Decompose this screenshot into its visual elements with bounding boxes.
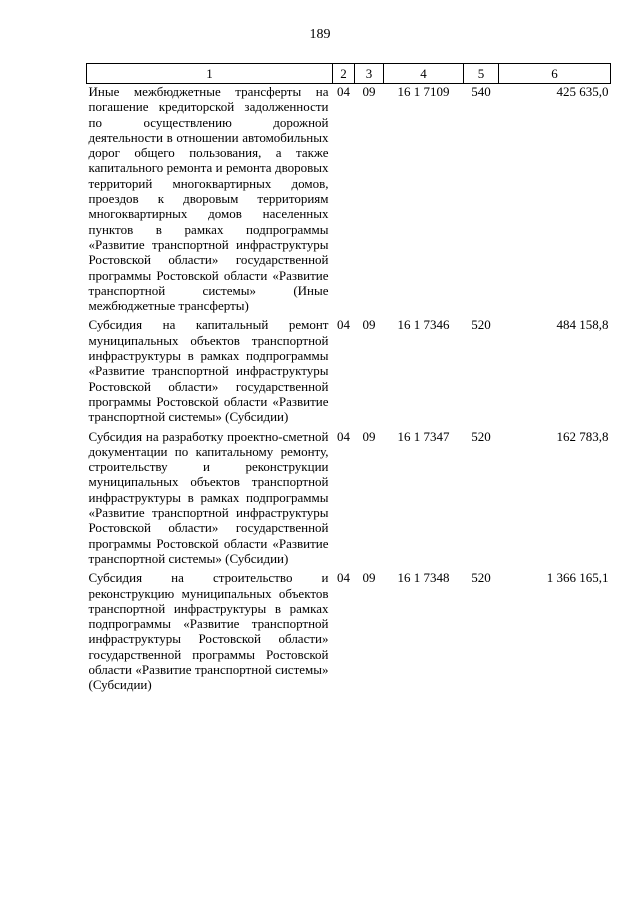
row-target-code: 16 1 7346	[397, 317, 450, 333]
row-amount: 1 366 165,1	[546, 570, 609, 586]
row-expense-type: 520	[471, 570, 491, 586]
row-subsection: 09	[362, 570, 376, 586]
header-col-5: 5	[464, 64, 499, 84]
page-number: 189	[309, 27, 331, 42]
table-row	[87, 429, 611, 571]
header-col-4: 4	[384, 64, 464, 84]
row-section: 04	[337, 84, 350, 99]
budget-table	[86, 63, 611, 697]
row-description: Субсидия на разработку проектно-сметной документации по капитальному ремонту, строительству и реконструкции муниципальных объектов транспортной инфраструктуры в рамках подпрограммы «Развитие транспортной инфраструктуры Ростовской области» государственной программы Ростовской области «Развитие транспортной системы» (Субсидии)	[88, 428, 329, 566]
row-subsection: 09	[362, 317, 376, 333]
header-col-2: 2	[333, 64, 355, 84]
row-expense-type: 520	[471, 428, 491, 444]
row-expense-type: 540	[471, 84, 491, 99]
row-amount: 425 635,0	[556, 84, 609, 99]
header-col-3: 3	[355, 64, 384, 84]
row-section: 04	[337, 428, 350, 444]
table-header-row	[87, 64, 611, 84]
table-row	[87, 84, 611, 318]
row-subsection: 09	[362, 84, 376, 99]
row-target-code: 16 1 7109	[397, 84, 450, 99]
row-amount: 162 783,8	[556, 428, 609, 444]
row-subsection: 09	[362, 428, 376, 444]
header-col-6: 6	[499, 64, 611, 84]
table-row	[87, 570, 611, 696]
row-description: Субсидия на строительство и реконструкцию муниципальных объектов транспортной инфраструктуры в рамках подпрограммы «Развитие транспортной инфраструктуры Ростовской области» государственной программы Ростовской области «Развитие транспортной системы» (Субсидии)	[88, 570, 329, 693]
table-row	[87, 317, 611, 428]
row-expense-type: 520	[471, 317, 491, 333]
header-col-1: 1	[87, 64, 333, 84]
row-description: Иные межбюджетные трансферты на погашение кредиторской задолженности по осуществлению дорожной деятельности в отношении автомобильных дорог общего пользования, а также капитального ремонта и ремонта дворовых территорий многоквартирных домов, проездов к дворовым территориям многоквартирных домов населенных пунктов в рамках подпрограммы «Развитие транспортной инфраструктуры Ростовской области» государственной программы Ростовской области «Развитие транспортной системы» (Иные межбюджетные трансферты)	[88, 84, 329, 314]
row-amount: 484 158,8	[556, 317, 609, 333]
row-target-code: 16 1 7347	[397, 428, 450, 444]
row-section: 04	[337, 570, 350, 586]
row-target-code: 16 1 7348	[397, 570, 450, 586]
row-description: Субсидия на капитальный ремонт муниципальных объектов транспортной инфраструктуры в рамках подпрограммы «Развитие транспортной инфраструктуры Ростовской области» государственной программы Ростовской области «Развитие транспортной системы» (Субсидии)	[88, 317, 329, 425]
row-section: 04	[337, 317, 350, 333]
